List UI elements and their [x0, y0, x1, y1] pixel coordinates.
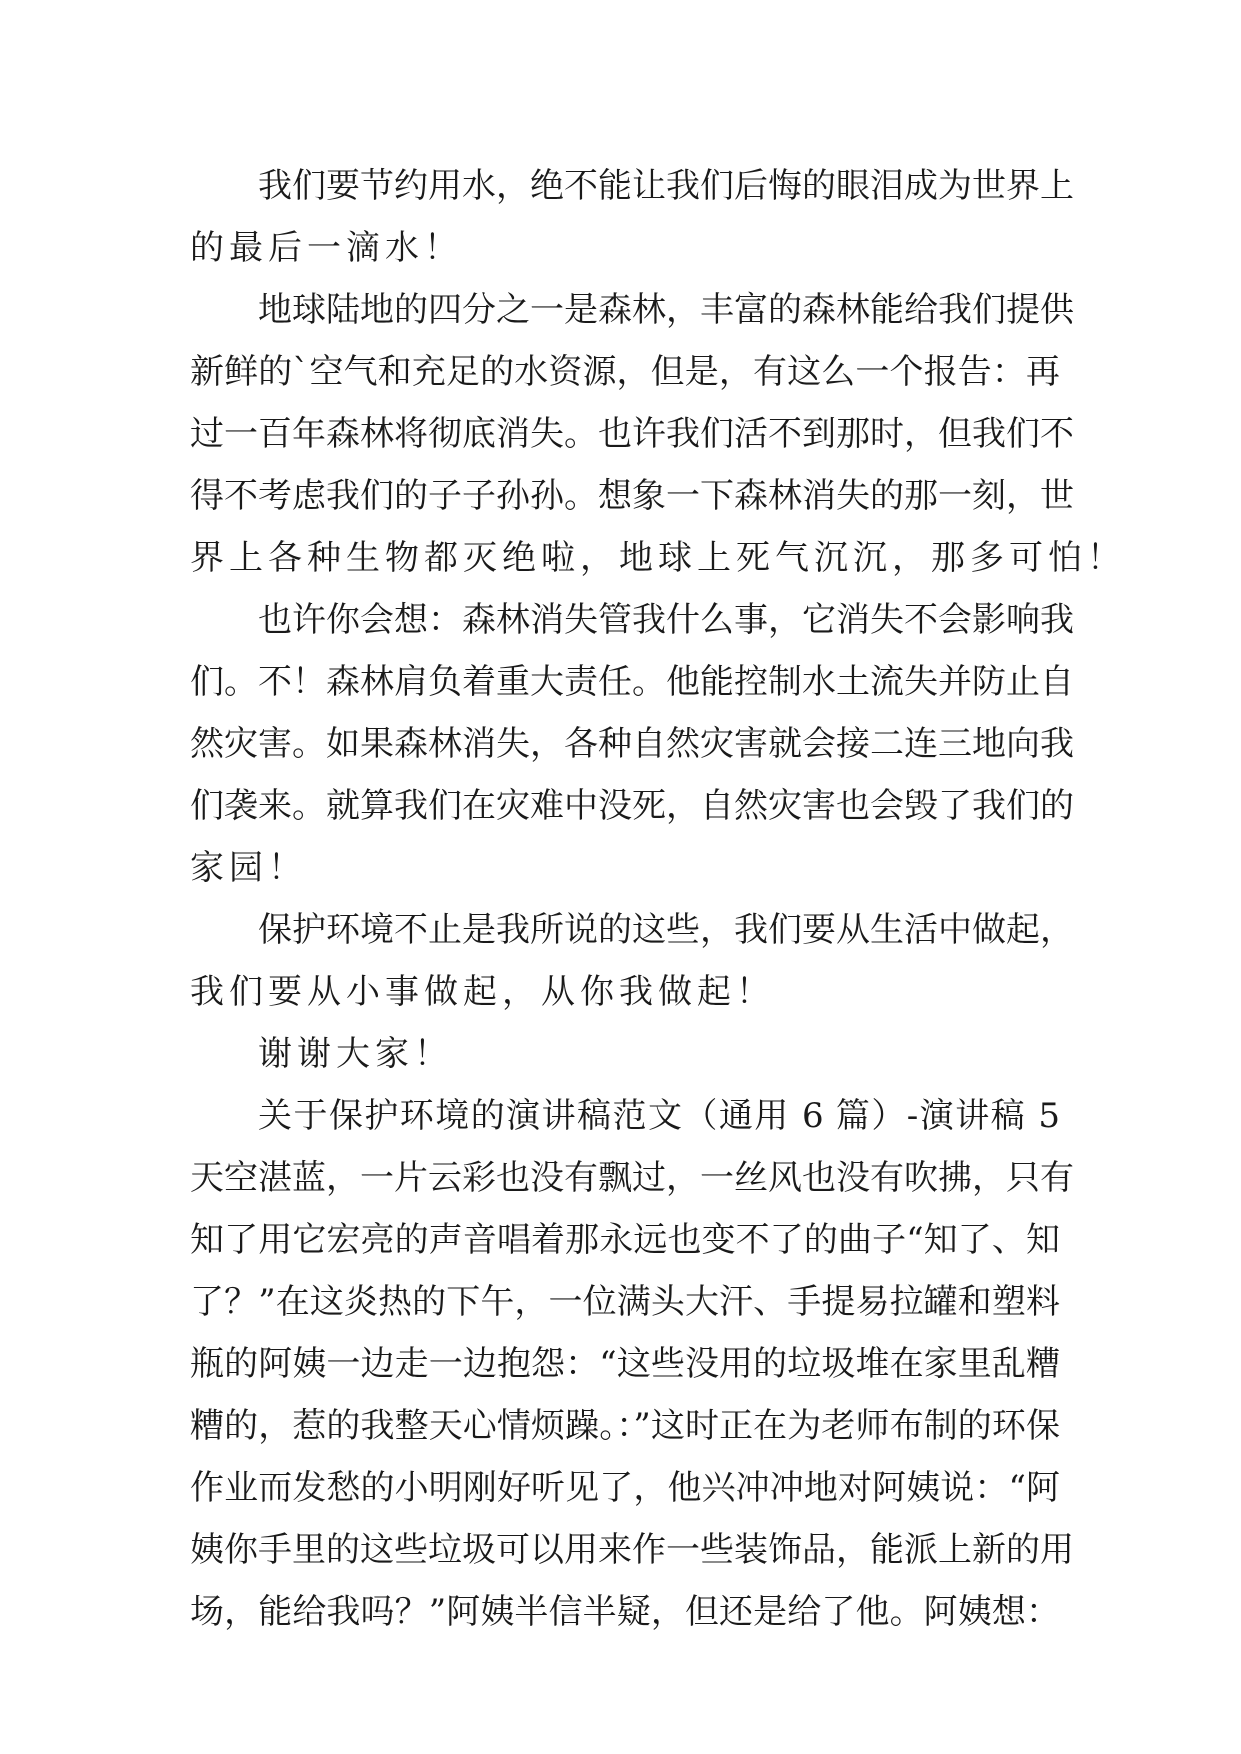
text-line: 家园！ — [190, 848, 307, 888]
text-line: 作业而发愁的小明刚好听见了，他兴冲冲地对阿姨说：“阿 — [190, 1468, 1060, 1508]
text-line: 地球陆地的四分之一是森林，丰富的森林能给我们提供 — [258, 290, 1074, 330]
text-line: 谢谢大家！ — [258, 1034, 453, 1074]
text-line: 得不考虑我们的子子孙孙。想象一下森林消失的那一刻，世 — [190, 476, 1074, 516]
text-line: 保护环境不止是我所说的这些，我们要从生活中做起， — [258, 910, 1074, 950]
text-line: 也许你会想：森林消失管我什么事，它消失不会影响我 — [258, 600, 1074, 640]
text-line: 们。不！森林肩负着重大责任。他能控制水土流失并防止自 — [190, 662, 1074, 702]
text-line: 场，能给我吗？”阿姨半信半疑，但还是给了他。阿姨想： — [190, 1592, 1060, 1632]
text-line: 天空湛蓝，一片云彩也没有飘过，一丝风也没有吹拂，只有 — [190, 1158, 1074, 1198]
text-line: 界上各种生物都灭绝啦，地球上死气沉沉，那多可怕！ — [190, 538, 1126, 578]
document-body — [190, 155, 1126, 1643]
text-line: 我们要从小事做起，从你我做起！ — [190, 972, 775, 1012]
text-line: 们袭来。就算我们在灾难中没死，自然灾害也会毁了我们的 — [190, 786, 1074, 826]
text-line: 糟的，惹的我整天心情烦躁。：”这时正在为老师布制的环保 — [190, 1406, 1060, 1446]
text-line: 姨你手里的这些垃圾可以用来作一些装饰品，能派上新的用 — [190, 1530, 1074, 1570]
text-line: 关于保护环境的演讲稿范文（通用 6 篇）-演讲稿 5 — [258, 1096, 1060, 1136]
text-line: 知了用它宏亮的声音唱着那永远也变不了的曲子“知了、知 — [190, 1220, 1060, 1260]
text-line: 过一百年森林将彻底消失。也许我们活不到那时，但我们不 — [190, 414, 1074, 454]
text-line: 我们要节约用水，绝不能让我们后悔的眼泪成为世界上 — [258, 166, 1074, 206]
text-line: 瓶的阿姨一边走一边抱怨：“这些没用的垃圾堆在家里乱糟 — [190, 1344, 1060, 1384]
text-line: 新鲜的`空气和充足的水资源，但是，有这么一个报告：再 — [190, 352, 1060, 392]
text-line: 了？”在这炎热的下午，一位满头大汗、手提易拉罐和塑料 — [190, 1282, 1060, 1322]
text-line: 的最后一滴水！ — [190, 228, 463, 268]
text-line: 然灾害。如果森林消失，各种自然灾害就会接二连三地向我 — [190, 724, 1074, 764]
